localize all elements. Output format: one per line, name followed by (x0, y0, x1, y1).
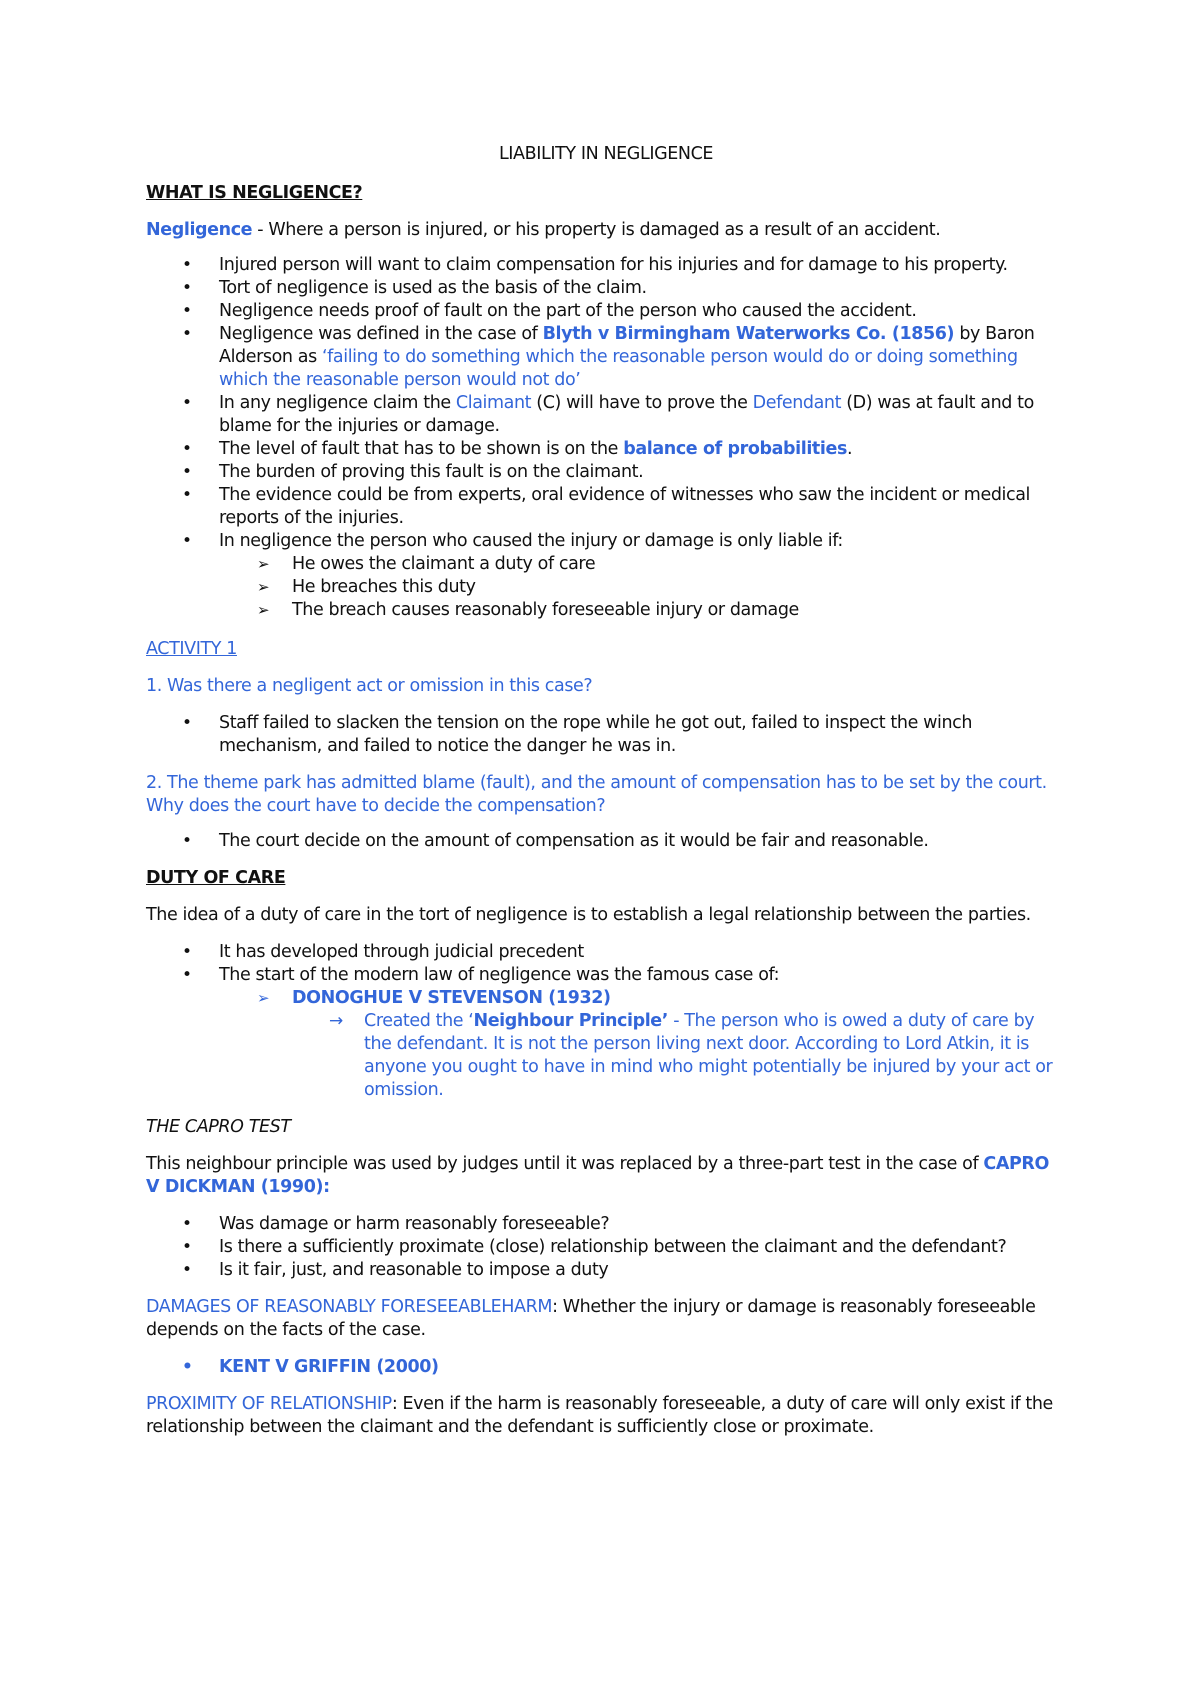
case-capro: CAPRO V DICKMAN (1990): (146, 1154, 1049, 1197)
heading-capro-test: THE CAPRO TEST (146, 1117, 291, 1137)
alderson-quote: ‘failing to do something which the reasonable person would do or doing something which the reasonable person would not do’ (219, 347, 1018, 390)
text-span: Negligence was defined in the case of (219, 324, 543, 344)
list-item: • Staff failed to slacken the tension on the rope while he got out, failed to inspect the winch mechanism, and failed to notice the danger he was in. (146, 712, 1066, 758)
list-item: • The burden of proving this fault is on the claimant. (146, 461, 1066, 484)
sub-list-item: ➢ He owes the claimant a duty of care (146, 553, 1066, 576)
negligence-bullet-list (146, 254, 1066, 622)
term-balance-of-probabilities: balance of probabilities (623, 439, 847, 459)
capro-intro (146, 1153, 1066, 1199)
list-item: • It has developed through judicial precedent (146, 941, 1066, 964)
definition-text: - Where a person is injured, or his property is damaged as a result of an accident. (252, 220, 941, 240)
neighbour-principle-term: Neighbour Principle’ (473, 1011, 669, 1031)
text-span: by Baron Alderson as (219, 324, 1035, 367)
list-item: • Injured person will want to claim compensation for his injuries and for damage to his property. (146, 254, 1066, 277)
capro-bullet-list (146, 1213, 1066, 1282)
negligence-definition (146, 219, 1066, 242)
text-span: This neighbour principle was used by judges until it was replaced by a three-part test in the case of (146, 1154, 984, 1174)
case-blyth: Blyth v Birmingham Waterworks Co. (1856) (542, 324, 955, 344)
list-item: • Was damage or harm reasonably foreseeable? (146, 1213, 1066, 1236)
heading-what-is-negligence: WHAT IS NEGLIGENCE? (146, 183, 363, 203)
document-body (146, 143, 1066, 1439)
term-defendant: Defendant (752, 393, 842, 413)
text-span: (D) was at fault and to blame for the injuries or damage. (219, 393, 1034, 436)
text-span: (C) will have to prove the (531, 393, 753, 413)
list-item: • Negligence needs proof of fault on the part of the person who caused the accident. (146, 300, 1066, 323)
list-item: • Is it fair, just, and reasonable to impose a duty (146, 1259, 1066, 1282)
page-title: LIABILITY IN NEGLIGENCE (498, 144, 714, 164)
list-item (146, 323, 1066, 392)
duty-bullet-list (146, 941, 1066, 1102)
proximity-label: PROXIMITY OF RELATIONSHIP (146, 1394, 392, 1414)
definition-term: Negligence (146, 220, 253, 240)
text-span: : Even if the harm is reasonably foreseeable, a duty of care will only exist if the relationship between the claimant and the defendant is sufficiently close or proximate. (146, 1394, 1053, 1437)
list-item: • In negligence the person who caused the injury or damage is only liable if: (146, 530, 1066, 553)
list-item: • Is there a sufficiently proximate (close) relationship between the claimant and the defendant? (146, 1236, 1066, 1259)
case-donoghue: ➢ DONOGHUE V STEVENSON (1932) (146, 987, 1066, 1010)
text-span: : Whether the injury or damage is reasonably foreseeable depends on the facts of the case. (146, 1297, 1036, 1340)
neighbour-principle-item (146, 1010, 1066, 1102)
text-span: . (846, 439, 853, 459)
proximity-paragraph (146, 1393, 1066, 1439)
list-item (146, 438, 1066, 461)
text-span: The level of fault that has to be shown is on the (219, 439, 624, 459)
duty-intro: The idea of a duty of care in the tort of negligence is to establish a legal relationship between the parties. (146, 905, 1031, 925)
sub-list-item: ➢ He breaches this duty (146, 576, 1066, 599)
list-item: • The evidence could be from experts, oral evidence of witnesses who saw the incident or medical reports of the injuries. (146, 484, 1066, 530)
list-item: • Tort of negligence is used as the basis of the claim. (146, 277, 1066, 300)
heading-activity-1: ACTIVITY 1 (146, 639, 237, 659)
sub-list-item: ➢ The breach causes reasonably foreseeable injury or damage (146, 599, 1066, 622)
list-item (146, 392, 1066, 438)
activity-answer-1-list (146, 712, 1066, 758)
activity-question-2: 2. The theme park has admitted blame (fault), and the amount of compensation has to be set by the court. Why does the court have to decide the compensation? (146, 773, 1047, 816)
heading-duty-of-care: DUTY OF CARE (146, 868, 286, 888)
list-item: • The start of the modern law of negligence was the famous case of: (146, 964, 1066, 987)
damages-case-list (146, 1356, 1066, 1379)
activity-answer-2-list (146, 830, 1066, 853)
text-span: In any negligence claim the (219, 393, 456, 413)
case-kent-v-griffin: • KENT V GRIFFIN (2000) (146, 1356, 1066, 1379)
activity-question-1: 1. Was there a negligent act or omission in this case? (146, 676, 593, 696)
term-claimant: Claimant (455, 393, 532, 413)
text-span: Created the ‘ (364, 1011, 474, 1031)
text-span: - The person who is owed a duty of care by the defendant. It is not the person living next door. According to Lord Atkin, it is anyone you ought to have in mind who might potentially be injured by your act or omission. (364, 1011, 1053, 1100)
damages-label: DAMAGES OF REASONABLY FORESEEABLEHARM (146, 1297, 553, 1317)
list-item: • The court decide on the amount of compensation as it would be fair and reasonable. (146, 830, 1066, 853)
damages-paragraph (146, 1296, 1066, 1342)
